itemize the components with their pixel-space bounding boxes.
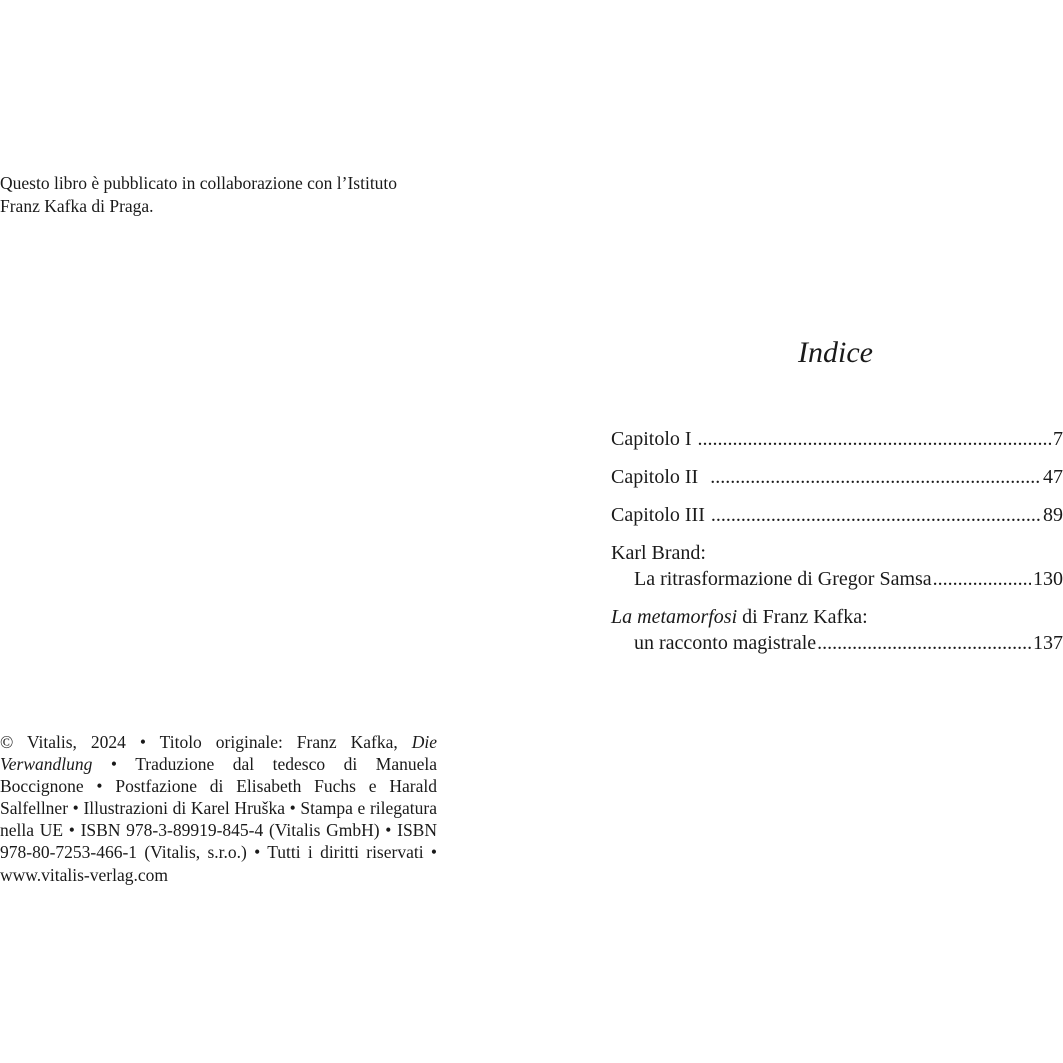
credits-text-1: © Vitalis, 2024 • Titolo originale: Franz Kafka, — [0, 732, 412, 752]
toc-leader-dots — [711, 502, 1041, 528]
toc-entry-chapter-2[interactable] — [611, 464, 1063, 490]
toc-leader-dots — [817, 630, 1031, 656]
toc-entry-brand-essay[interactable] — [611, 540, 1063, 592]
table-of-contents — [611, 426, 1063, 668]
toc-entry-page: 47 — [1043, 466, 1063, 488]
toc-entry-heading: Karl Brand: — [611, 542, 706, 564]
toc-leader-dots — [933, 566, 1031, 592]
toc-entry-label: Capitolo III — [611, 504, 705, 526]
toc-leader-dots — [710, 464, 1041, 490]
toc-entry-heading — [611, 604, 1063, 630]
toc-entry-page: 137 — [1033, 632, 1063, 654]
publication-note-line-2: Franz Kafka di Praga. — [0, 196, 154, 216]
toc-entry-afterword[interactable] — [611, 604, 1063, 656]
publication-note — [0, 172, 440, 218]
credits-text-2: • Traduzione dal tedesco di Manuela Boccignone • Postfazione di Elisabeth Fuchs e Harald Salfellner • Illustrazioni di Karel Hruška • Stampa e rilegatura nella UE • ISBN 978-3-89919-845-4 (Vitalis GmbH) • ISBN 978-80-7253-466-1 (Vitalis, s.r.o.) • Tutti i diritti riservati • www.vitalis-verlag.com — [0, 754, 437, 885]
toc-entry-heading-italic: La metamorfosi — [611, 606, 738, 628]
index-title: Indice — [798, 336, 873, 369]
publication-note-line-1: Questo libro è pubblicato in collaborazione con l’Istituto — [0, 173, 398, 193]
original-title: Die Verwandlung — [0, 732, 437, 775]
copyright-credits — [0, 731, 437, 886]
toc-entry-chapter-3[interactable] — [611, 502, 1063, 528]
toc-entry-label: Capitolo II — [611, 466, 699, 488]
toc-leader-dots — [698, 426, 1051, 452]
toc-entry-heading-rest: di Franz Kafka: — [737, 606, 868, 628]
toc-entry-label: Capitolo I — [611, 428, 692, 450]
toc-entry-label: un racconto magistrale — [634, 632, 817, 654]
toc-entry-page: 7 — [1053, 428, 1063, 450]
toc-entry-page: 89 — [1043, 504, 1063, 526]
toc-entry-label: La ritrasformazione di Gregor Samsa — [634, 568, 932, 590]
toc-entry-page: 130 — [1033, 568, 1063, 590]
toc-entry-chapter-1[interactable] — [611, 426, 1063, 452]
